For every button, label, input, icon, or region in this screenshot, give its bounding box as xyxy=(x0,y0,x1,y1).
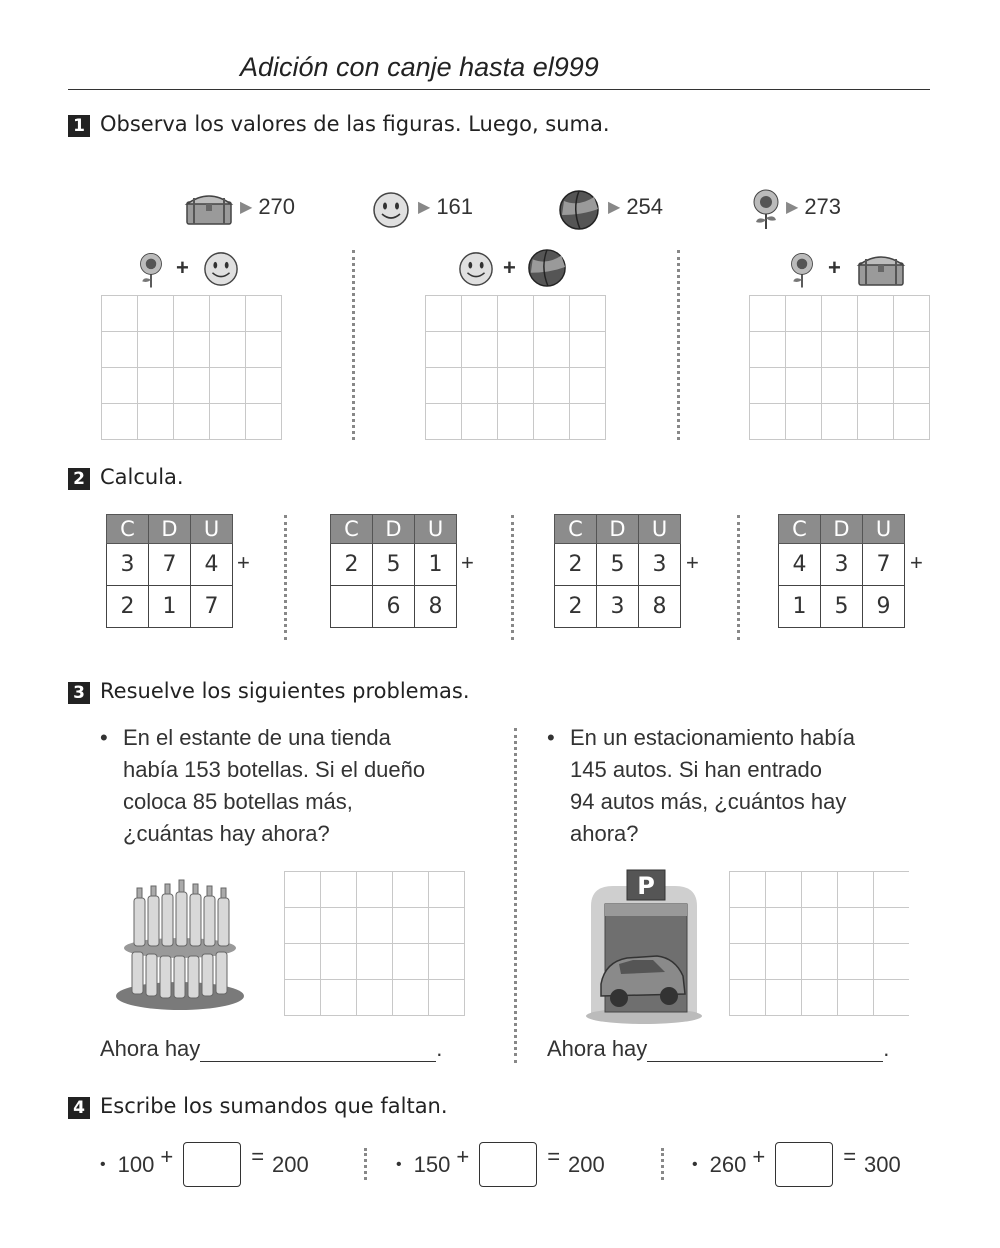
answer-label: Ahora hay xyxy=(547,1036,648,1061)
treasure-chest-icon xyxy=(856,251,906,292)
equals-sign: = xyxy=(547,1143,561,1169)
cdu-table-2 xyxy=(330,514,457,628)
problem-line: En un estacionamiento había xyxy=(570,725,855,750)
title-underline xyxy=(68,89,930,90)
digit-cell: 9 xyxy=(863,586,905,628)
equation-3 xyxy=(692,1142,901,1187)
plus-sign: + xyxy=(461,550,474,575)
equals-sign: = xyxy=(843,1143,857,1169)
plus-sign: + xyxy=(910,550,923,575)
section-2-instruction: Calcula. xyxy=(100,465,184,489)
digit-cell: 4 xyxy=(191,544,233,586)
parking-sign-letter: P xyxy=(637,872,655,900)
cdu-table-4 xyxy=(778,514,905,628)
plus-sign: + xyxy=(503,255,516,280)
header-u: U xyxy=(863,515,905,544)
sunflower-icon xyxy=(750,188,782,235)
dotted-divider xyxy=(284,515,287,640)
problem-line: había 153 botellas. Si el dueño xyxy=(123,757,426,782)
equation-1 xyxy=(100,1142,309,1187)
header-d: D xyxy=(821,515,863,544)
cdu-table-1 xyxy=(106,514,233,628)
page-title: Adición con canje hasta el999 xyxy=(240,52,599,82)
sum-result: 200 xyxy=(568,1151,605,1177)
answer-blank[interactable] xyxy=(200,1041,436,1062)
missing-addend-input[interactable] xyxy=(479,1142,537,1187)
smiley-icon xyxy=(203,251,239,292)
bullet: • xyxy=(692,1155,698,1173)
legend-sunflower-value: ▶ 273 xyxy=(786,194,842,219)
digit-cell: 2 xyxy=(107,586,149,628)
digit-cell: 4 xyxy=(779,544,821,586)
dotted-divider xyxy=(364,1148,367,1180)
plus-sign: + xyxy=(686,550,699,575)
parking-illustration xyxy=(583,866,705,1029)
bullet: • xyxy=(547,725,555,750)
digit-cell: 3 xyxy=(107,544,149,586)
problem-line: En el estante de una tienda xyxy=(123,725,391,750)
digit-cell: 8 xyxy=(415,586,457,628)
sunflower-icon xyxy=(788,251,816,294)
header-d: D xyxy=(373,515,415,544)
sunflower-icon xyxy=(137,251,165,294)
problem-line: coloca 85 botellas más, xyxy=(123,789,353,814)
addend: 100 xyxy=(117,1151,155,1177)
treasure-chest-icon xyxy=(184,190,234,231)
ball-icon xyxy=(558,189,600,236)
bottles-illustration xyxy=(112,872,252,1019)
smiley-icon xyxy=(372,191,410,234)
digit-cell: 5 xyxy=(597,544,639,586)
answer-line-1[interactable] xyxy=(100,1036,442,1062)
header-d: D xyxy=(597,515,639,544)
answer-label: Ahora hay xyxy=(100,1036,201,1061)
sum-result: 200 xyxy=(272,1151,309,1177)
section-2-number: 2 xyxy=(68,468,90,490)
problem-text-2 xyxy=(547,722,967,850)
problem-line: ¿cuántas hay ahora? xyxy=(123,821,330,846)
answer-blank[interactable] xyxy=(647,1041,883,1062)
legend-smiley-value: ▶ 161 xyxy=(418,194,474,219)
plus-sign: + xyxy=(828,255,841,280)
digit-cell: 8 xyxy=(639,586,681,628)
digit-cell: 7 xyxy=(149,544,191,586)
header-c: C xyxy=(555,515,597,544)
problem-line: 145 autos. Si han entrado xyxy=(570,757,822,782)
sum-result: 300 xyxy=(864,1151,901,1177)
dotted-divider xyxy=(661,1148,664,1180)
digit-cell: 2 xyxy=(555,544,597,586)
header-u: U xyxy=(639,515,681,544)
answer-grid-3[interactable] xyxy=(749,295,930,440)
triangle-icon: ▶ xyxy=(608,199,621,216)
plus-sign: + xyxy=(237,550,250,575)
header-d: D xyxy=(149,515,191,544)
smiley-icon xyxy=(458,251,494,292)
section-1-number: 1 xyxy=(68,115,90,137)
section-3-number: 3 xyxy=(68,682,90,704)
answer-grid-problem-1[interactable] xyxy=(284,871,465,1016)
bullet: • xyxy=(100,725,108,750)
period: . xyxy=(436,1036,443,1061)
legend-treasure-value: ▶ 270 xyxy=(240,194,296,219)
triangle-icon: ▶ xyxy=(418,199,431,216)
dotted-divider xyxy=(352,250,355,440)
legend-ball-value: ▶ 254 xyxy=(608,194,664,219)
answer-grid-2[interactable] xyxy=(425,295,606,440)
dotted-divider xyxy=(737,515,740,640)
dotted-divider xyxy=(514,728,517,1063)
section-3-instruction: Resuelve los siguientes problemas. xyxy=(100,679,470,703)
section-1-instruction: Observa los valores de las figuras. Luego, suma. xyxy=(100,112,610,136)
digit-cell: 1 xyxy=(415,544,457,586)
equation-2 xyxy=(396,1142,605,1187)
digit-cell: 7 xyxy=(191,586,233,628)
header-c: C xyxy=(779,515,821,544)
plus-sign: + xyxy=(176,255,189,280)
addend: 260 xyxy=(709,1151,747,1177)
dotted-divider xyxy=(511,515,514,640)
digit-cell: 1 xyxy=(149,586,191,628)
header-c: C xyxy=(107,515,149,544)
triangle-icon: ▶ xyxy=(786,199,799,216)
bullet: • xyxy=(100,1155,106,1173)
problem-text-1 xyxy=(100,722,500,850)
section-4-instruction: Escribe los sumandos que faltan. xyxy=(100,1094,448,1118)
missing-addend-input[interactable] xyxy=(183,1142,241,1187)
addend: 150 xyxy=(413,1151,451,1177)
digit-cell: 3 xyxy=(639,544,681,586)
answer-line-2[interactable] xyxy=(547,1036,889,1062)
digit-cell: 2 xyxy=(331,544,373,586)
period: . xyxy=(883,1036,890,1061)
ball-icon xyxy=(527,248,567,293)
triangle-icon: ▶ xyxy=(240,199,253,216)
header-u: U xyxy=(415,515,457,544)
digit-cell xyxy=(331,586,373,628)
plus-sign: + xyxy=(752,1143,766,1169)
problem-line: 94 autos más, ¿cuántos hay xyxy=(570,789,847,814)
digit-cell: 6 xyxy=(373,586,415,628)
section-4-number: 4 xyxy=(68,1097,90,1119)
equals-sign: = xyxy=(251,1143,265,1169)
bullet: • xyxy=(396,1155,402,1173)
header-c: C xyxy=(331,515,373,544)
missing-addend-input[interactable] xyxy=(775,1142,833,1187)
plus-sign: + xyxy=(160,1143,174,1169)
digit-cell: 5 xyxy=(821,586,863,628)
digit-cell: 3 xyxy=(597,586,639,628)
dotted-divider xyxy=(677,250,680,440)
digit-cell: 2 xyxy=(555,586,597,628)
cdu-table-3 xyxy=(554,514,681,628)
plus-sign: + xyxy=(456,1143,470,1169)
header-u: U xyxy=(191,515,233,544)
digit-cell: 3 xyxy=(821,544,863,586)
answer-grid-1[interactable] xyxy=(101,295,282,440)
answer-grid-problem-2[interactable] xyxy=(729,871,909,1016)
digit-cell: 7 xyxy=(863,544,905,586)
digit-cell: 5 xyxy=(373,544,415,586)
digit-cell: 1 xyxy=(779,586,821,628)
problem-line: ahora? xyxy=(570,821,639,846)
